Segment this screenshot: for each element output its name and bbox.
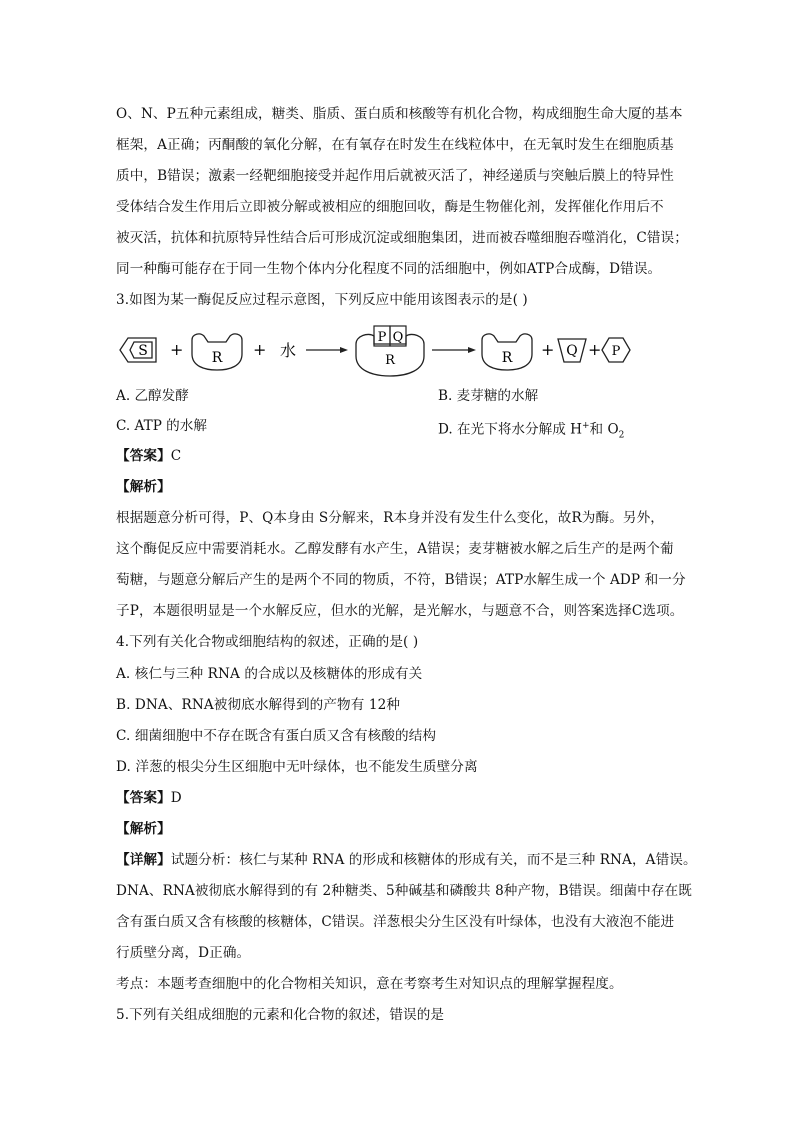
text-line: 萄糖，与题意分解后产生的是两个不同的物质，不符，B错误；ATP水解生成一个 ADP 和一分 (116, 572, 686, 588)
detail-line: 【详解】试题分析：核仁与某种 RNA 的形成和核糖体的形成有关，而不是三种 RNA，A错误。 (116, 852, 697, 868)
enzyme-r-shape (482, 334, 532, 370)
option-a: A. 乙醇发酵 (116, 388, 189, 404)
p-label: P (377, 330, 387, 345)
option-d: D. 在光下将水分解成 H+和 $O_2$ (438, 421, 625, 441)
text-line: 质中，B错误；激素一经靶细胞接受并起作用后就被灭活了，神经递质与突触后膜上的特异性 (116, 168, 674, 184)
substrate-s-shape (120, 338, 156, 362)
answer-value: C (170, 448, 182, 464)
r-label: R (385, 353, 395, 368)
analysis-tag: 【解析】 (116, 479, 171, 495)
p-label: P (611, 344, 621, 359)
text-line: 被灭活，抗体和抗原特异性结合后可形成沉淀或细胞集团，进而被吞噬细胞吞噬消化，C错误； (116, 230, 688, 246)
text-line: O、N、P五种元素组成，糖类、脂质、蛋白质和核酸等有机化合物，构成细胞生命大厦的基本 (116, 106, 683, 122)
detail-tag: 【详解】 (116, 852, 171, 868)
plus-sign: + (541, 340, 555, 359)
q-label: Q (392, 330, 404, 345)
text-line: 行质壁分离，D正确。 (116, 945, 251, 961)
text-line: 子P，本题很明显是一个水解反应，但水的光解，是光解水，与题意不合，则答案选择C选项。 (116, 603, 684, 619)
option-d: D. 洋葱的根尖分生区细胞中无叶绿体，也不能发生质壁分离 (116, 759, 478, 775)
text-line: DNA、RNA被彻底水解得到的有 2种糖类、5种碱基和磷酸共 8种产物，B错误。细菌中存在既 (116, 883, 692, 899)
question-3: 3.如图为某一酶促反应过程示意图，下列反应中能用该图表示的是( ) (116, 292, 528, 308)
option-c: C. 细菌细胞中不存在既含有蛋白质又含有核酸的结构 (116, 728, 437, 744)
text-line: 这个酶促反应中需要消耗水。乙醇发酵有水产生，A错误；麦芽糖被水解之后生产的是两个葡 (116, 541, 674, 557)
arrow-icon (306, 347, 348, 353)
option-c: C. ATP 的水解 (116, 418, 207, 434)
kaodian-line: 考点：本题考查细胞中的化合物相关知识，意在考察考生对知识点的理解掌握程度。 (116, 976, 623, 992)
enzyme-reaction-diagram (112, 320, 632, 380)
option-a: A. 核仁与三种 RNA 的合成以及核糖体的形成有关 (116, 666, 423, 682)
text-line: 含有蛋白质又含有核酸的核糖体，C错误。洋葱根尖分生区没有叶绿体，也没有大液泡不能进 (116, 914, 675, 930)
answer-line (116, 788, 686, 808)
plus-sign: + (588, 340, 602, 359)
arrow-icon (432, 347, 476, 353)
s-label: S (138, 343, 148, 359)
water-label: 水 (280, 341, 297, 360)
r-label: R (211, 350, 223, 366)
product-p-shape (602, 338, 630, 362)
product-q-shape (558, 339, 586, 362)
enzyme-substrate-complex (356, 326, 424, 376)
text-line: 根据题意分析可得，P、Q本身由 S分解来，R本身并没有发生什么变化，故R为酶。另外， (116, 510, 664, 526)
analysis-tag: 【解析】 (116, 821, 171, 837)
text-line: 框架，A正确；丙酮酸的氧化分解，在有氧存在时发生在线粒体中，在无氧时发生在细胞质基 (116, 137, 674, 153)
plus-sign: + (253, 340, 267, 359)
q-label: Q (566, 343, 578, 359)
answer-tag: 【答案】 (116, 790, 171, 806)
text-line: 同一种酶可能存在于同一生物个体内分化程度不同的活细胞中，例如ATP合成酶，D错误。 (116, 261, 662, 277)
option-b: B. 麦芽糖的水解 (438, 388, 539, 404)
answer-tag: 【答案】 (116, 448, 171, 464)
text-line: 受体结合发生作用后立即被分解或被相应的细胞回收，酶是生物催化剂，发挥催化作用后不 (116, 199, 664, 215)
option-b: B. DNA、RNA被彻底水解得到的产物有 12种 (116, 697, 401, 713)
question-5: 5.下列有关组成细胞的元素和化合物的叙述，错误的是 (116, 1007, 445, 1023)
answer-line (116, 446, 686, 466)
question-4: 4.下列有关化合物或细胞结构的叙述，正确的是( ) (116, 634, 419, 650)
r-label: R (501, 350, 513, 366)
plus-sign: + (170, 340, 184, 359)
enzyme-r-shape (192, 334, 242, 370)
answer-value: D (170, 790, 182, 806)
